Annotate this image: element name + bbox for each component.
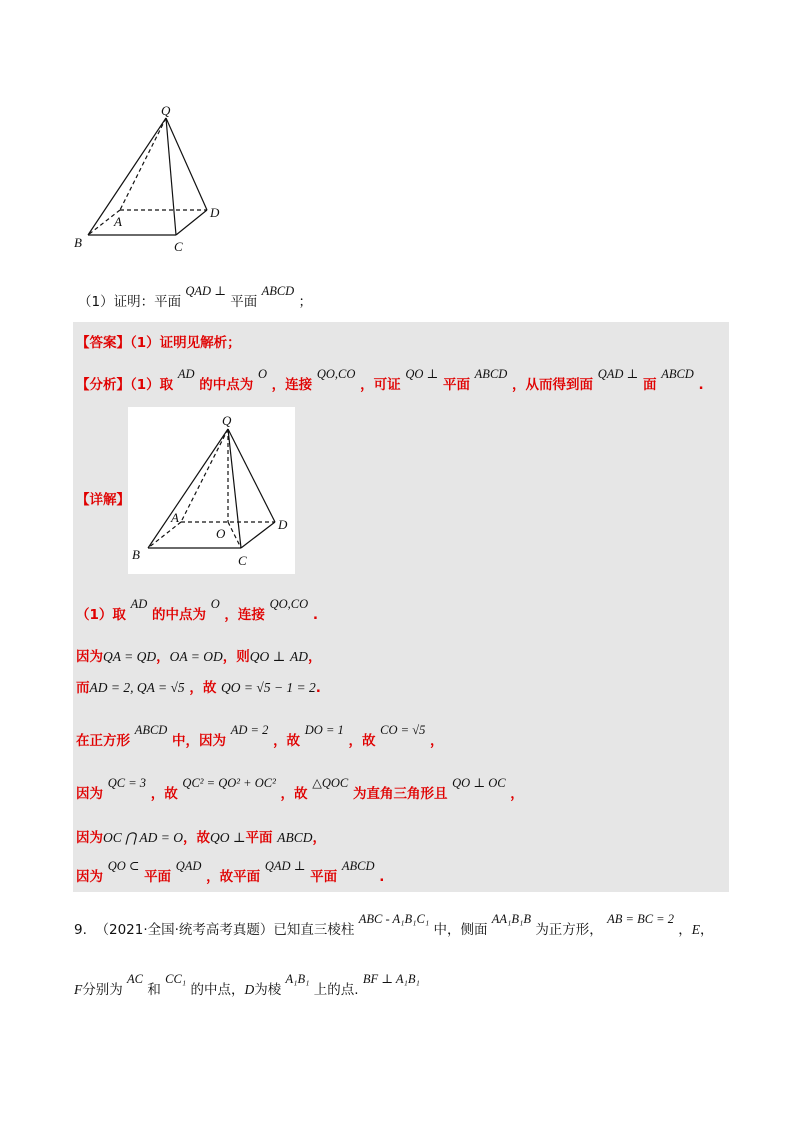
pyramid-figure-2-frame (128, 407, 295, 574)
edge-qa-hidden (181, 429, 228, 522)
step-5: 因为 QC = 3 ，故 QC² = QO² + OC² ，故 △QOC 为直角三角形且 QO ⊥ OC ， (76, 776, 524, 802)
edge-cd (176, 210, 207, 235)
step-4: 在正方形 ABCD 中，因为 AD = 2 ，故 DO = 1 ，故 CO = √5 ， (76, 723, 444, 749)
analysis-line: 【分析】（1）取 AD 的中点为 O ，连接 QO,CO ，可证 QO ⊥ 平面 ABCD ，从而得到面 QAD ⊥ 面 ABCD . (76, 367, 704, 393)
analysis-tag: 【分析】 (76, 377, 130, 393)
answer-text: （1）证明见解析； (130, 335, 241, 351)
question-9-line-2: F分别为 AC 和 CC₁ 的中点，D为棱 A₁B₁ 上的点. BF ⊥ A₁B₁ (74, 972, 420, 998)
vertex-label-d: D (210, 205, 220, 220)
math-plane-qad: QAD ⊥ (185, 284, 226, 298)
math-plane-abcd: ABCD (261, 284, 295, 298)
step-6: 因为OC ⋂ AD = O，故QO ⊥平面 ABCD， (76, 830, 326, 846)
question-number: 9. (74, 922, 87, 938)
vertex-label-a: A (114, 214, 122, 229)
edge-qc (166, 118, 176, 235)
vertex-label-b: B (132, 547, 140, 562)
vertex-label-q: Q (222, 413, 232, 428)
vertex-label-a: A (171, 510, 179, 525)
answer-line (76, 331, 241, 351)
point-label-o: O (216, 526, 226, 541)
detail-tag: 【详解】 (76, 492, 130, 508)
vertex-label-b: B (74, 235, 82, 250)
edge-cd (241, 522, 275, 548)
step-2: 因为QA = QD，OA = OD，则QO ⊥ AD， (76, 649, 322, 665)
pyramid-figure-1 (70, 105, 240, 255)
question-part-1: （1）证明：平面 QAD ⊥ 平面 ABCD ； (78, 284, 312, 310)
answer-tag: 【答案】 (76, 335, 130, 351)
step-7: 因为 QO ⊂ 平面 QAD ，故平面 QAD ⊥ 平面 ABCD . (76, 859, 385, 885)
step-1: （1）取 AD 的中点为 O ，连接 QO,CO . (76, 597, 319, 623)
edge-ab-hidden (148, 522, 181, 548)
vertex-label-c: C (174, 239, 183, 254)
edge-qb (88, 118, 166, 235)
vertex-label-c: C (238, 553, 247, 568)
vertex-label-q: Q (161, 105, 171, 118)
detail-tag-line (76, 488, 130, 508)
part-number: （1）证明： (78, 294, 155, 310)
vertex-label-d: D (278, 517, 288, 532)
question-9-line-1: 9. （2021·全国·统考高考真题）已知直三棱柱 ABC - A₁B₁C₁ 中，侧面 AA₁B₁B 为正方形， AB = BC = 2 ，E， (74, 912, 714, 938)
edge-qa-hidden (120, 118, 166, 210)
edge-qd (228, 429, 275, 522)
step-3: 而AD = 2, QA = √5 ，故 QO = √5 − 1 = 2. (76, 680, 321, 696)
pyramid-figure-2 (128, 407, 295, 574)
edge-qc (228, 429, 241, 548)
